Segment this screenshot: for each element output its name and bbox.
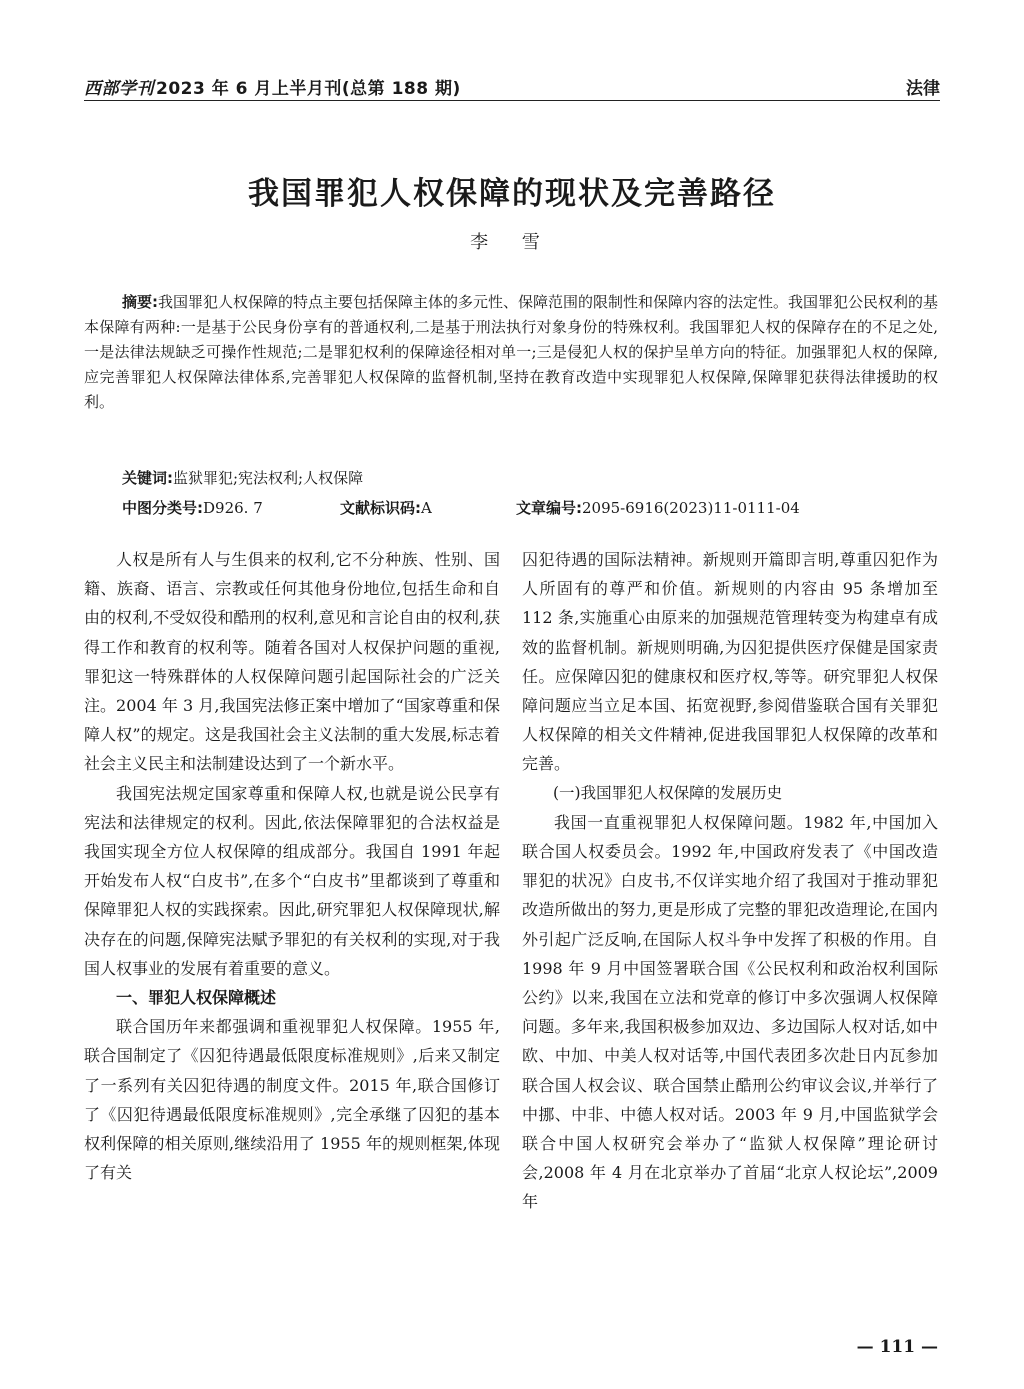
keywords-label: 关键词: [122,469,173,487]
art-label: 文章编号: [516,499,582,517]
section-heading: 一、罪犯人权保障概述 [116,988,277,1008]
abstract-label: 摘要: [122,293,158,311]
paragraph: 人权是所有人与生俱来的权利,它不分种族、性别、国籍、族裔、语言、宗教或任何其他身份地位,包括生命和自由的权利,不受奴役和酷刑的权利,意见和言论自由的权利,获得工作和教育的权利等。随着各国对人权保护问题的重视,罪犯这一特殊群体的人权保障问题引起国际社会的广泛关注。2004 年 3 月,我国宪法修正案中增加了“国家尊重和保障人权”的规定。这是我国社会主义法制的重大发展,标志着社会主义民主和法制建设达到了一个新水平。 [84,550,500,774]
abstract [84,290,938,415]
subsection-heading: (一)我国罪犯人权保障的发展历史 [553,783,783,802]
paragraph: 我国一直重视罪犯人权保障问题。1982 年,中国加入联合国人权委员会。1992 年,中国政府发表了《中国改造罪犯的状况》白皮书,不仅详实地介绍了我国对于推动罪犯改造所做出的努力,更是形成了完整的罪犯改造理论,在国内外引起广泛反响,在国际人权斗争中发挥了积极的作用。自 1998 年 9 月中国签署联合国《公民权利和政治权利国际公约》以来,我国在立法和党章的修订中多次强调人权保障问题。多年来,我国积极参加双边、多边国际人权对话,如中欧、中加、中美人权对话等,中国代表团多次赴日内瓦参加联合国人权会议、联合国禁止酷刑公约审议会议,并举行了中挪、中非、中德人权对话。2003 年 9 月,中国监狱学会联合中国人权研究会举办了“监狱人权保障”理论研讨会,2008 年 4 月在北京举办了首届“北京人权论坛”,2009 年 [522,812,938,1212]
abstract-text: 我国罪犯人权保障的特点主要包括保障主体的多元性、保障范围的限制性和保障内容的法定性。我国罪犯公民权利的基本保障有两种:一是基于公民身份享有的普通权利,二是基于刑法执行对象身份的特殊权利。我国罪犯人权的保障存在的不足之处,一是法律法规缺乏可操作性规范;二是罪犯权利的保障途径相对单一;三是侵犯人权的保护呈单方向的特征。加强罪犯人权的保障,应完善罪犯人权保障法律体系,完善罪犯人权保障的监督机制,坚持在教育改造中实现罪犯人权保障,保障罪犯获得法律援助的权利。 [84,293,939,411]
left-column [84,545,500,1187]
clc-number [122,497,263,518]
journal-issue [84,74,461,99]
author-name: 李 雪 [470,232,554,253]
paragraph: 联合国历年来都强调和重视罪犯人权保障。1955 年,联合国制定了《囚犯待遇最低限度标准规则》,后来又制定了一系列有关囚犯待遇的制度文件。2015 年,联合国修订了《囚犯待遇最低限度标准规则》,完全承继了囚犯的基本权利保障的相关原则,继续沿用了 1955 年的规则框架,体现了有关 [84,1017,500,1183]
header-rule [84,100,940,101]
article-title: 我国罪犯人权保障的现状及完善路径 [248,176,776,212]
keywords-text: 监狱罪犯;宪法权利;人权保障 [173,469,364,487]
doc-value: A [421,499,432,517]
running-header [84,70,940,104]
section-name: 法律 [906,79,940,99]
clc-label: 中图分类号: [122,499,203,517]
paragraph: 囚犯待遇的国际法精神。新规则开篇即言明,尊重囚犯作为人所固有的尊严和价值。新规则的内容由 95 条增加至 112 条,实施重心由原来的加强规范管理转变为构建卓有成效的监督机制。新规则明确,为囚犯提供医疗保健是国家责任。应保障囚犯的健康权和医疗权,等等。研究罪犯人权保障问题应当立足本国、拓宽视野,参阅借鉴联合国有关罪犯人权保障的相关文件精神,促进我国罪犯人权保障的改革和完善。 [522,550,938,774]
journal-masthead: 西部学刊 [84,79,154,99]
paragraph: 我国宪法规定国家尊重和保障人权,也就是说公民享有宪法和法律规定的权利。因此,依法保障罪犯的合法权益是我国实现全方位人权保障的组成部分。我国自 1991 年起开始发布人权“白皮书”,在多个“白皮书”里都谈到了尊重和保障罪犯人权的实践探索。因此,研究罪犯人权保障现状,解决存在的问题,保障宪法赋予罪犯的有关权利的实现,对于我国人权事业的发展有着重要的意义。 [84,783,500,978]
clc-value: D926. 7 [203,499,263,517]
issue-info: 2023 年 6 月上半月刊(总第 188 期) [156,79,461,99]
page-number: — 111 — [856,1337,938,1357]
keywords [122,467,363,488]
doc-label: 文献标识码: [340,499,421,517]
art-value: 2095-6916(2023)11-0111-04 [582,499,800,517]
right-column [522,545,938,1217]
article-number [516,497,800,518]
doc-code [340,497,432,518]
